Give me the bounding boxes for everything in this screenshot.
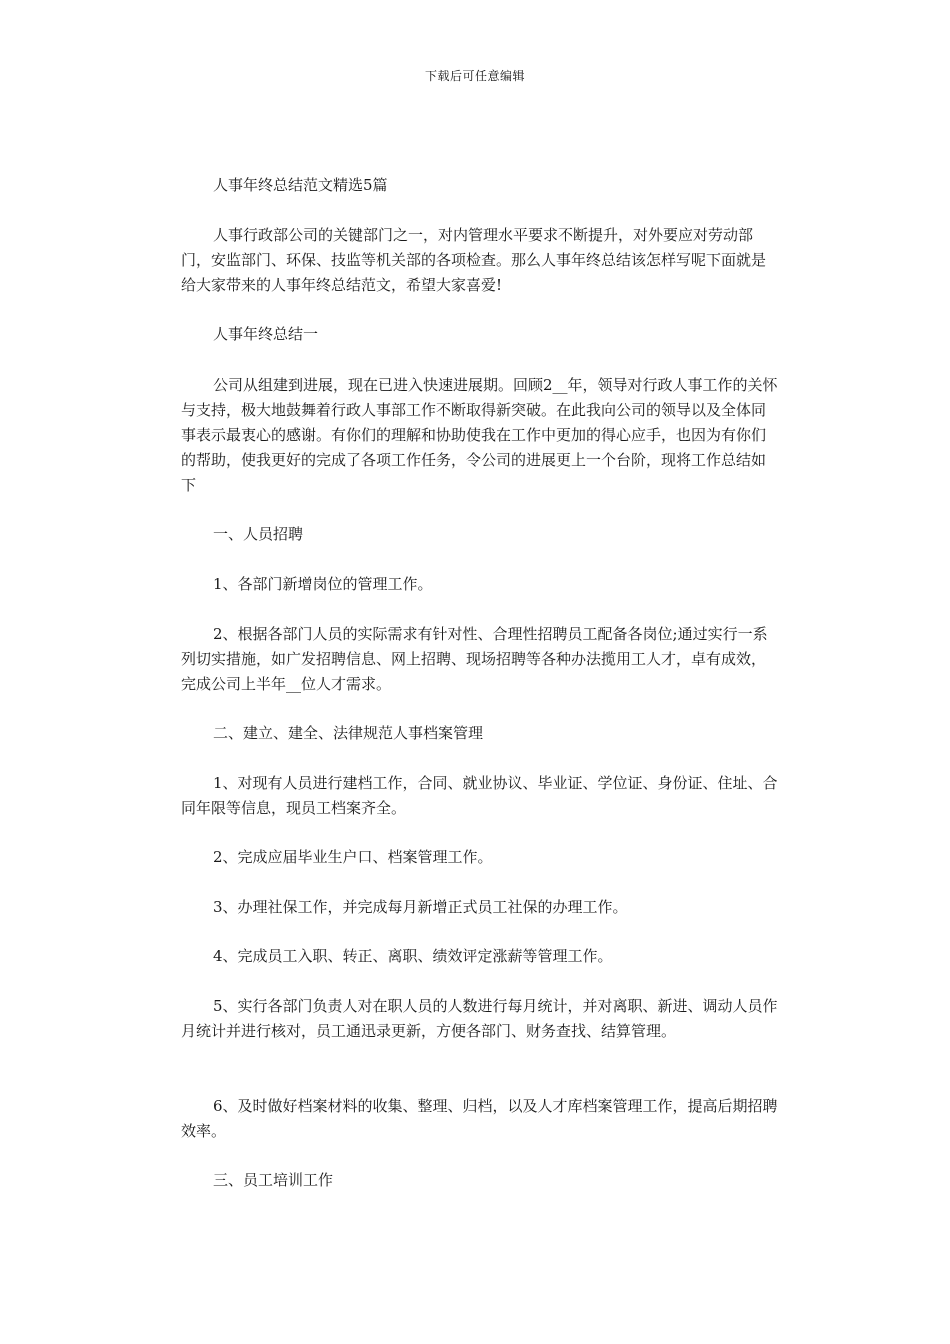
intro-paragraph: 人事行政部公司的关键部门之一，对内管理水平要求不断提升，对外要应对劳动部门，安监部门、环保、技监等机关部的各项检查。那么人事年终总结该怎样写呢下面就是给大家带来的人事年终总结范文，希望大家喜爱!: [181, 226, 767, 294]
opening-paragraph: 公司从组建到进展，现在已进入快速进展期。回顾2__年，领导对行政人事工作的关怀与支持，极大地鼓舞着行政人事部工作不断取得新突破。在此我向公司的领导以及全体同事表示最衷心的感谢。有你们的理解和协助使我在工作中更加的得心应手，也因为有你们的帮助，使我更好的完成了各项工作任务，令公司的进展更上一个台阶，现将工作总结如下: [181, 376, 778, 494]
archives-item-5: 5、实行各部门负责人对在职人员的人数进行每月统计，并对离职、新进、调动人员作月统计并进行核对，员工通迅录更新，方便各部门、财务查找、结算管理。: [181, 997, 778, 1040]
heading-recruitment: 一、人员招聘: [213, 525, 304, 543]
archives-item-3: 3、办理社保工作，并完成每月新增正式员工社保的办理工作。: [213, 898, 628, 916]
archives-item-1: 1、对现有人员进行建档工作，合同、就业协议、毕业证、学位证、身份证、住址、合同年限等信息，现员工档案齐全。: [181, 774, 778, 817]
archives-item-2: 2、完成应届毕业生户口、档案管理工作。: [213, 848, 493, 866]
section-title: 人事年终总结一: [213, 325, 319, 343]
recruitment-item-2: 2、根据各部门人员的实际需求有针对性、合理性招聘员工配备各岗位;通过实行一系列切实措施，如广发招聘信息、网上招聘、现场招聘等各种办法揽用工人才，卓有成效，完成公司上半年__位人才需求。: [181, 625, 768, 693]
document-title: 人事年终总结范文精选5篇: [213, 176, 388, 194]
header-note: 下载后可任意编辑: [424, 69, 525, 83]
archives-item-4: 4、完成员工入职、转正、离职、绩效评定涨薪等管理工作。: [213, 947, 613, 965]
archives-item-6: 6、及时做好档案材料的收集、整理、归档，以及人才库档案管理工作，提高后期招聘效率。: [181, 1097, 778, 1140]
heading-archives: 二、建立、建全、法律规范人事档案管理: [213, 724, 484, 742]
recruitment-item-1: 1、各部门新增岗位的管理工作。: [213, 575, 433, 593]
heading-training: 三、员工培训工作: [213, 1171, 334, 1189]
